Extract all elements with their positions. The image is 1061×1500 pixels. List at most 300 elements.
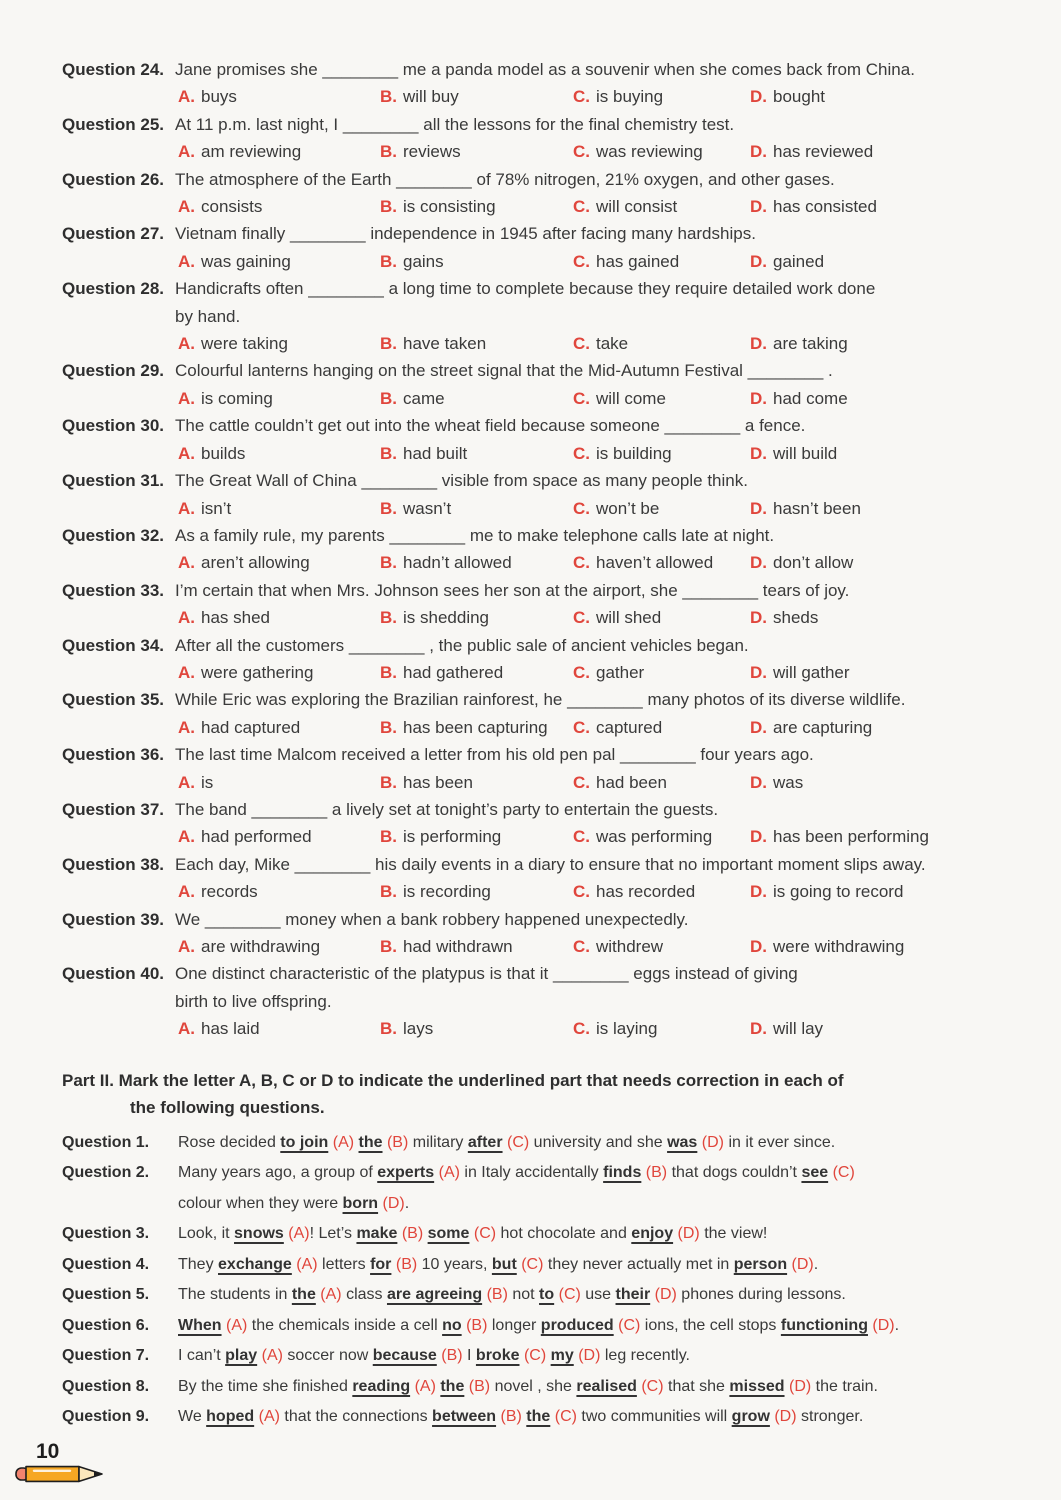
question-label: Question 24. [62,60,165,79]
option-a [178,823,380,850]
option-b [380,878,573,905]
option-text: hasn’t been [773,498,861,518]
option-text: will build [773,443,838,463]
choice-marker: (B) [468,1377,491,1395]
question-label: Question 40. [62,964,165,984]
choice-marker: (D) [654,1286,677,1304]
text-segment: The students in [178,1286,292,1304]
option-text: hadn’t allowed [403,553,512,573]
underlined-part: hoped [206,1408,255,1426]
option-letter: D. [750,553,767,573]
option-text: will lay [773,1019,824,1039]
option-c [573,83,750,110]
choice-marker: (D) [677,1225,700,1243]
underlined-part: functioning [780,1316,868,1334]
option-letter: A. [178,1019,195,1039]
text-segment: . [813,1255,819,1273]
choice-marker: (A) [414,1377,436,1395]
option-b [380,659,573,686]
option-text: came [403,388,445,408]
option-text: is buying [596,87,664,107]
question-38 [62,851,1021,906]
option-text: had been [596,772,667,792]
option-letter: C. [573,882,590,902]
option-letter: A. [178,772,195,792]
question-text [175,577,1021,604]
underlined-part: because [372,1347,437,1365]
choice-marker: (B) [401,1225,424,1243]
text-segment: Rose decided [178,1133,281,1151]
option-text: have taken [403,334,487,354]
option-c [573,878,750,905]
choice-marker: (B) [386,1133,409,1151]
text-segment: hot chocolate and [496,1225,632,1243]
underlined-part: the [358,1133,383,1151]
option-b [380,823,573,850]
question-text [175,741,1021,768]
choice-marker: (D) [382,1194,405,1212]
question-37 [62,796,1021,851]
option-letter: B. [380,882,397,902]
option-letter: A. [178,443,195,463]
option-text: gained [773,251,825,271]
option-letter: B. [380,197,397,217]
text-segment: that dogs couldn’t [667,1164,802,1182]
question-text [175,796,1021,823]
question-text [175,522,1021,549]
question-text-line: Each day, Mike ________ his daily events in a diary to ensure that no important moment slips away. [175,854,926,874]
option-d [750,1015,1021,1042]
underlined-part: finds [603,1164,642,1182]
part2-question-2 [62,1158,1021,1219]
option-b [380,495,573,522]
option-text: is performing [403,827,502,847]
option-c [573,823,750,850]
option-a [178,714,380,741]
option-a [178,138,380,165]
option-letter: B. [380,334,397,354]
option-text: was performing [596,827,713,847]
underlined-part: missed [729,1377,785,1395]
question-text [178,1280,846,1311]
option-c [573,495,750,522]
question-row [62,111,1021,138]
option-c [573,714,750,741]
question-text-line: by hand. [175,306,241,326]
choice-marker: (A) [332,1133,355,1151]
choice-marker: (B) [395,1255,418,1273]
underlined-part: play [225,1347,258,1365]
option-text: gains [403,251,444,271]
question-label: Question 32. [62,525,165,545]
options-row [178,248,1021,275]
option-text: isn’t [201,498,232,518]
option-b [380,248,573,275]
option-b [380,330,573,357]
option-letter: A. [178,882,195,902]
question-label: Question 31. [62,471,165,491]
underlined-part: broke [475,1347,520,1365]
option-a [178,769,380,796]
question-row [62,796,1021,823]
question-row [62,522,1021,549]
choice-marker: (D) [774,1408,797,1426]
option-a [178,878,380,905]
option-letter: B. [380,937,397,956]
option-letter: C. [573,937,590,956]
option-text: has reviewed [773,142,874,162]
question-row [62,632,1021,659]
underlined-part: some [427,1225,470,1243]
option-text: is coming [201,388,273,408]
question-label: Question 8. [62,1377,150,1395]
part2-question-5 [62,1280,1021,1311]
question-label: Question 30. [62,416,165,436]
underlined-part: see [801,1164,829,1182]
option-letter: C. [573,717,590,737]
question-31 [62,467,1021,522]
text-segment: Many years ago, a group of [178,1164,378,1182]
question-text [175,56,1021,83]
underlined-part: to [539,1286,555,1304]
option-letter: D. [750,882,767,902]
option-c [573,193,750,220]
option-text: records [201,882,258,902]
text-segment: . [894,1316,900,1334]
option-text: will consist [596,197,678,217]
part2-question-1 [62,1128,1021,1159]
text-segment: leg recently. [600,1347,690,1365]
question-27 [62,220,1021,275]
choice-marker: (A) [258,1408,280,1426]
option-letter: A. [178,87,195,107]
question-29 [62,357,1021,412]
choice-marker: (D) [788,1377,812,1395]
option-text: won’t be [596,498,660,518]
question-39 [62,906,1021,961]
option-d [750,769,1021,796]
part2-question-6 [62,1311,1021,1342]
underlined-part: snows [234,1225,284,1243]
option-text: are capturing [773,717,873,737]
option-letter: D. [750,251,767,271]
option-letter: C. [573,197,590,217]
question-label: Question 37. [62,799,165,819]
question-text [178,1372,878,1403]
option-d [750,138,1021,165]
question-row [62,851,1021,878]
text-segment: military [408,1133,468,1151]
text-segment: university and she [529,1133,668,1151]
option-a [178,193,380,220]
options-row [178,193,1021,220]
option-text: has consisted [773,197,877,217]
text-segment: I can’t [178,1347,226,1365]
underlined-part: my [550,1347,574,1365]
option-a [178,1015,380,1042]
option-letter: B. [380,142,397,162]
option-letter: B. [380,662,397,682]
choice-marker: (B) [500,1408,522,1426]
question-label: Question 27. [62,224,165,244]
pencil-icon [13,1462,105,1486]
question-row [62,467,1021,494]
option-letter: A. [178,937,195,956]
option-c [573,549,750,576]
question-label: Question 38. [62,854,165,874]
choice-marker: (C) [832,1164,855,1182]
option-c [573,769,750,796]
option-text: sheds [773,608,819,628]
option-text: don’t allow [773,553,854,573]
option-text: will buy [403,87,459,107]
options-row [178,549,1021,576]
option-text: were taking [201,334,288,354]
options-row [178,83,1021,110]
underlined-part: realised [576,1377,637,1395]
question-25 [62,111,1021,166]
choice-marker: (D) [872,1316,895,1334]
choice-marker: (B) [441,1347,463,1365]
option-text: am reviewing [201,142,302,162]
question-label: Question 3. [62,1225,150,1243]
question-text-line: At 11 p.m. last night, I ________ all the lessons for the final chemistry test. [175,114,735,134]
option-text: captured [596,717,663,737]
question-row [62,577,1021,604]
option-text: had gathered [403,662,504,682]
question-text [175,632,1021,659]
option-text: bought [773,87,825,107]
option-text: was gaining [201,251,291,271]
option-d [750,330,1021,357]
option-d [750,248,1021,275]
question-row [62,412,1021,439]
option-d [750,878,1021,905]
text-segment: We [178,1408,207,1426]
text-segment: two communities will [576,1408,732,1426]
option-letter: A. [178,553,195,573]
option-letter: D. [750,197,767,217]
question-row [62,741,1021,768]
question-text [175,357,1021,384]
option-text: had captured [201,717,301,737]
question-label: Question 35. [62,690,165,710]
option-text: has been performing [773,827,929,847]
question-text [178,1250,818,1281]
option-text: are taking [773,334,848,354]
underlined-part: grow [731,1408,770,1426]
option-c [573,330,750,357]
question-text-line: Handicrafts often ________ a long time to complete because they require detailed work done [175,279,876,299]
question-label: Question 4. [62,1255,150,1273]
option-letter: C. [573,553,590,573]
option-text: will gather [773,662,850,682]
choice-marker: (D) [701,1133,724,1151]
option-d [750,385,1021,412]
option-letter: D. [750,87,767,107]
question-label: Question 2. [62,1164,150,1182]
options-row [178,659,1021,686]
option-letter: A. [178,608,195,628]
option-text: lays [403,1019,434,1039]
question-row [62,686,1021,713]
option-letter: A. [178,498,195,518]
options-row [178,769,1021,796]
option-text: has recorded [596,882,696,902]
part1-questions [62,56,1021,1043]
underlined-part: make [356,1225,398,1243]
choice-marker: (A) [261,1347,283,1365]
text-segment: I [462,1347,476,1365]
option-text: gather [596,662,645,682]
option-a [178,248,380,275]
text-segment: that she [663,1377,730,1395]
part2-heading-line1: Part II. Mark the letter A, B, C or D to indicate the underlined part that needs correction in each of [62,1070,844,1090]
option-letter: D. [750,662,767,682]
option-a [178,495,380,522]
option-c [573,659,750,686]
choice-marker: (D) [791,1255,814,1273]
question-32 [62,522,1021,577]
text-segment: not [507,1286,540,1304]
question-label: Question 28. [62,279,165,299]
choice-marker: (A) [320,1286,342,1304]
question-row [62,357,1021,384]
text-segment: soccer now [282,1347,373,1365]
option-text: will come [596,388,666,408]
options-row [178,440,1021,467]
question-label: Question 39. [62,909,165,929]
question-text-line: The last time Malcom received a letter from his old pen pal ________ four years ago. [175,745,814,765]
text-segment: . [404,1194,410,1212]
question-text-line: Colourful lanterns hanging on the street signal that the Mid-Autumn Festival ________ . [175,361,833,381]
option-d [750,823,1021,850]
text-segment: letters [317,1255,371,1273]
underlined-part: the [440,1377,465,1395]
option-text: has laid [201,1019,260,1039]
question-text-line: I’m certain that when Mrs. Johnson sees her son at the airport, she ________ tears of joy. [175,580,850,600]
option-a [178,330,380,357]
option-a [178,933,380,960]
question-text-line: The cattle couldn’t get out into the wheat field because someone ________ a fence. [175,416,806,436]
option-letter: C. [573,87,590,107]
question-label: Question 25. [62,114,165,134]
option-text: wasn’t [403,498,452,518]
question-text [175,275,1021,330]
option-text: is [201,772,214,792]
options-row [178,604,1021,631]
option-text: is going to record [773,882,904,902]
option-text: buys [201,87,237,107]
text-segment: stronger. [796,1408,864,1426]
underlined-part: experts [377,1164,435,1182]
choice-marker: (C) [473,1225,497,1243]
text-segment: longer [487,1316,541,1334]
part2-question-8 [62,1372,1021,1403]
option-b [380,83,573,110]
option-text: are withdrawing [201,937,321,956]
question-26 [62,166,1021,221]
option-text: builds [201,443,246,463]
page-number: 10 [36,1440,60,1463]
underlined-part: exchange [218,1255,292,1273]
option-letter: D. [750,443,767,463]
question-label: Question 33. [62,580,165,600]
option-letter: B. [380,553,397,573]
part2-heading-line2: the following questions. [130,1098,325,1118]
option-text: is shedding [403,608,490,628]
option-letter: D. [750,334,767,354]
underlined-part: reading [352,1377,411,1395]
option-letter: A. [178,251,195,271]
options-row [178,330,1021,357]
question-text [175,412,1021,439]
option-d [750,604,1021,631]
underlined-part: When [178,1316,222,1334]
text-segment: ions, the cell stops [640,1316,781,1334]
option-b [380,769,573,796]
underlined-part: produced [540,1316,614,1334]
option-text: aren’t allowing [201,553,310,573]
option-letter: C. [573,142,590,162]
option-letter: D. [750,388,767,408]
underlined-part: between [432,1408,497,1426]
option-letter: D. [750,827,767,847]
option-text: had performed [201,827,312,847]
option-d [750,714,1021,741]
choice-marker: (B) [466,1316,488,1334]
question-28 [62,275,1021,357]
option-c [573,248,750,275]
underlined-part: their [615,1286,651,1304]
option-text: was [773,772,804,792]
option-b [380,1015,573,1042]
option-b [380,138,573,165]
question-text-line: One distinct characteristic of the platypus is that it ________ eggs instead of giving [175,964,798,984]
option-d [750,83,1021,110]
option-b [380,933,573,960]
option-c [573,138,750,165]
underlined-part: the [291,1286,316,1304]
question-text-line: The band ________ a lively set at tonight’s party to entertain the guests. [175,799,719,819]
question-label: Question 6. [62,1316,150,1334]
question-text [175,960,1021,1015]
question-40 [62,960,1021,1042]
option-letter: B. [380,717,397,737]
question-text [178,1341,690,1372]
question-text-line: The Great Wall of China ________ visible from space as many people think. [175,471,748,491]
choice-marker: (C) [521,1255,544,1273]
part2-questions [62,1128,1021,1433]
choice-marker: (B) [486,1286,508,1304]
question-text [178,1311,899,1342]
option-c [573,1015,750,1042]
text-segment: phones during lessons. [676,1286,846,1304]
option-letter: B. [380,443,397,463]
option-text: has been capturing [403,717,548,737]
option-a [178,83,380,110]
option-letter: C. [573,388,590,408]
options-row [178,878,1021,905]
options-row [178,714,1021,741]
question-label: Question 1. [62,1133,150,1151]
option-d [750,933,1021,960]
option-text: haven’t allowed [596,553,714,573]
text-segment: class [341,1286,387,1304]
option-letter: B. [380,608,397,628]
option-a [178,659,380,686]
option-letter: A. [178,662,195,682]
